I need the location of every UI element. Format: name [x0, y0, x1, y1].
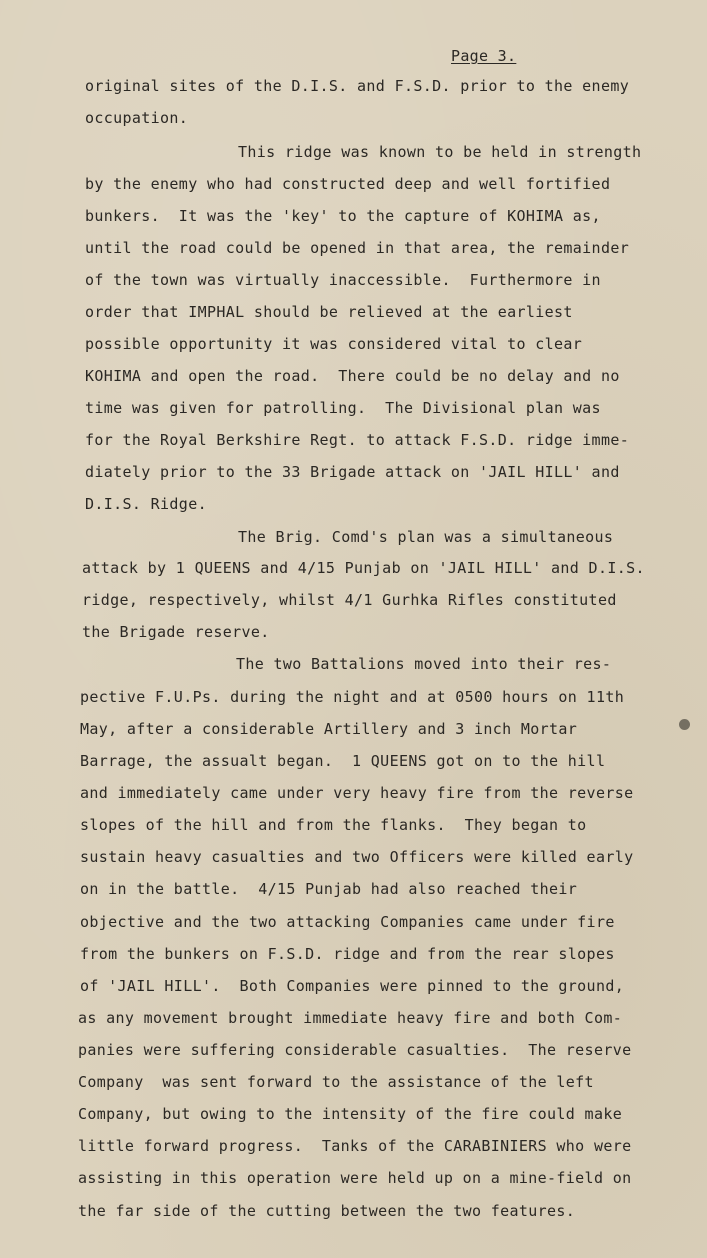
- text-line-4: by the enemy who had constructed deep and well fortified: [85, 175, 611, 193]
- text-line-24: slopes of the hill and from the flanks. They began to: [80, 816, 587, 834]
- text-line-5: bunkers. It was the 'key' to the capture of KOHIMA as,: [85, 207, 601, 225]
- text-line-33: Company, but owing to the intensity of the fire could make: [78, 1105, 623, 1123]
- text-line-12: for the Royal Berkshire Regt. to attack F.S.D. ridge imme-: [85, 431, 630, 449]
- text-line-22: Barrage, the assualt began. 1 QUEENS got on to the hill: [80, 752, 606, 770]
- text-line-29: of 'JAIL HILL'. Both Companies were pinned to the ground,: [80, 977, 625, 995]
- text-line-23: and immediately came under very heavy fire from the reverse: [80, 784, 634, 802]
- text-line-21: May, after a considerable Artillery and 3 inch Mortar: [80, 720, 578, 738]
- text-line-8: order that IMPHAL should be relieved at the earliest: [85, 303, 573, 321]
- text-line-11: time was given for patrolling. The Divisional plan was: [85, 399, 601, 417]
- text-line-36: the far side of the cutting between the two features.: [78, 1202, 576, 1220]
- text-line-7: of the town was virtually inaccessible. Furthermore in: [85, 271, 601, 289]
- text-line-28: from the bunkers on F.S.D. ridge and from the rear slopes: [80, 945, 615, 963]
- binding-hole-mark: [679, 719, 690, 730]
- text-line-2: occupation.: [85, 109, 189, 127]
- text-line-30: as any movement brought immediate heavy fire and both Com-: [78, 1009, 623, 1027]
- text-line-19: The two Battalions moved into their res-: [236, 655, 612, 673]
- text-line-15: The Brig. Comd's plan was a simultaneous: [238, 528, 614, 546]
- text-line-20: pective F.U.Ps. during the night and at 0500 hours on 11th: [80, 688, 625, 706]
- page-number: Page 3.: [451, 47, 517, 65]
- text-line-35: assisting in this operation were held up on a mine-field on: [78, 1169, 632, 1187]
- text-line-1: original sites of the D.I.S. and F.S.D. prior to the enemy: [85, 77, 630, 95]
- text-line-26: on in the battle. 4/15 Punjab had also reached their: [80, 880, 578, 898]
- text-line-31: panies were suffering considerable casualties. The reserve: [78, 1041, 632, 1059]
- text-line-3: This ridge was known to be held in strength: [238, 143, 642, 161]
- text-line-17: ridge, respectively, whilst 4/1 Gurhka Rifles constituted: [82, 591, 617, 609]
- text-line-18: the Brigade reserve.: [82, 623, 270, 641]
- text-line-6: until the road could be opened in that area, the remainder: [85, 239, 630, 257]
- text-line-16: attack by 1 QUEENS and 4/15 Punjab on 'JAIL HILL' and D.I.S.: [82, 559, 645, 577]
- text-line-13: diately prior to the 33 Brigade attack on 'JAIL HILL' and: [85, 463, 620, 481]
- text-line-34: little forward progress. Tanks of the CARABINIERS who were: [78, 1137, 632, 1155]
- text-line-32: Company was sent forward to the assistance of the left: [78, 1073, 594, 1091]
- text-line-9: possible opportunity it was considered vital to clear: [85, 335, 583, 353]
- text-line-25: sustain heavy casualties and two Officers were killed early: [80, 848, 634, 866]
- text-line-10: KOHIMA and open the road. There could be no delay and no: [85, 367, 620, 385]
- text-line-27: objective and the two attacking Companies came under fire: [80, 913, 615, 931]
- text-line-14: D.I.S. Ridge.: [85, 495, 207, 513]
